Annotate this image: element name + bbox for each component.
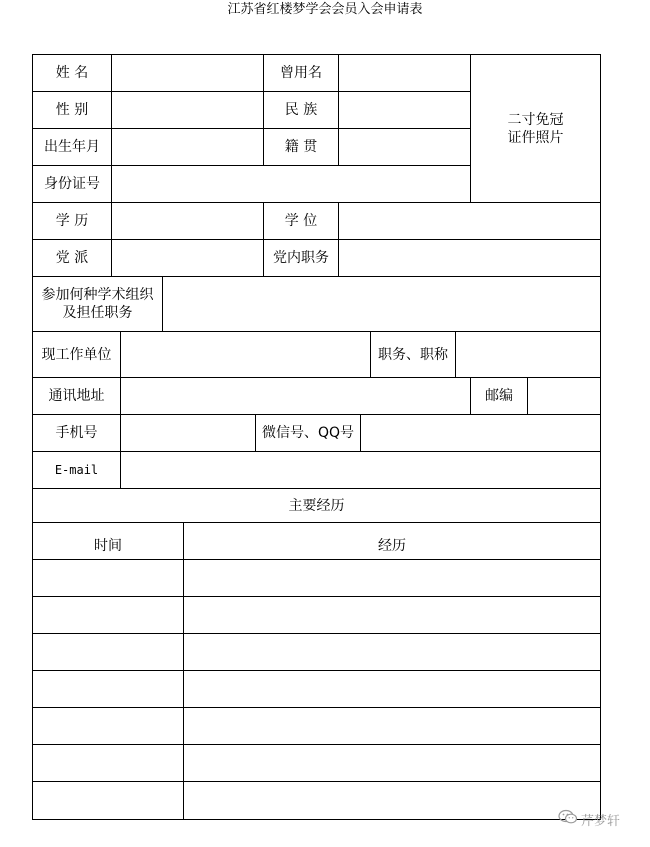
col-line [183,522,184,819]
col-line [111,202,112,276]
form-title: 江苏省红楼梦学会会员入会申请表 [227,2,423,17]
col-line [111,54,112,202]
label-title-post: 职务、职称 [378,346,448,363]
row-line [32,559,601,560]
table-border-bottom [32,819,601,820]
col-line [360,414,361,451]
label-party-post: 党内职务 [273,250,329,266]
label-gender: 性 别 [55,102,89,118]
label-postcode: 邮编 [485,388,513,404]
label-address: 通讯地址 [48,388,105,404]
col-line [120,451,121,488]
col-line [455,331,456,377]
label-native-place: 籍 贯 [284,139,318,155]
label-education: 学 历 [55,213,89,229]
label-former-name: 曾用名 [280,65,322,81]
column-header-time: 时间 [94,537,122,554]
watermark [558,809,620,829]
col-line [120,331,121,377]
label-birth-date: 出生年月 [44,139,100,155]
section-main-experience: 主要经历 [288,497,345,514]
row-line [32,596,601,597]
col-line [338,54,339,165]
row-line [32,744,601,745]
table-border-right [600,54,601,820]
watermark-text: 芹梦轩 [581,813,621,829]
label-email: E-mail [54,463,99,477]
wechat-icon [558,809,578,829]
label-ethnicity: 民 族 [284,102,318,118]
row-line [32,633,601,634]
col-line [120,377,121,414]
col-line [527,377,528,414]
col-line [162,276,163,331]
col-line [338,202,339,276]
photo-placeholder: 二寸免冠 证件照片 [507,111,564,146]
label-mobile: 手机号 [55,425,98,441]
label-wechat-qq: 微信号、QQ号 [261,425,355,441]
label-id-number: 身份证号 [44,176,100,192]
label-name: 姓 名 [55,65,89,81]
col-line [120,414,121,451]
row-line [32,707,601,708]
label-workplace: 现工作单位 [41,346,112,363]
row-line [32,781,601,782]
column-header-experience: 经历 [378,537,406,554]
label-degree: 学 位 [284,213,318,229]
row-line [32,522,601,523]
label-academic-orgs: 参加何种学术组织 及担任职务 [41,287,154,321]
label-party: 党 派 [55,250,89,266]
row-line [32,670,601,671]
